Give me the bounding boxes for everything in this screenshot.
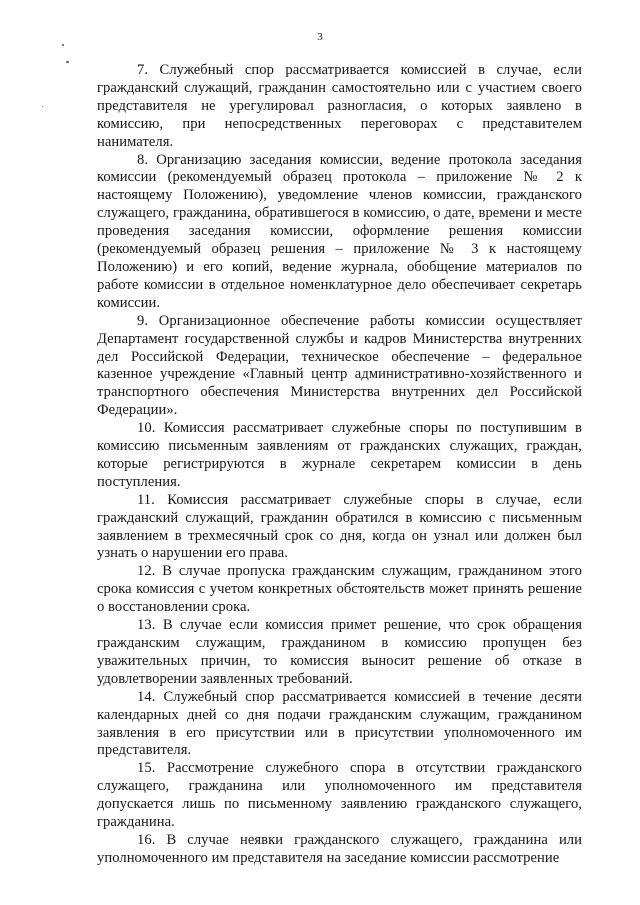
paragraph-15: 15. Рассмотрение служебного спора в отсутствии гражданского служащего, гражданина или уполномоченного им представителя допускается лишь по письменному заявлению гражданского служащего, гражданина. — [97, 760, 582, 831]
scan-speck — [42, 106, 43, 107]
paragraph-7: 7. Служебный спор рассматривается комиссией в случае, если гражданский служащий, гражданин самостоятельно или с участием своего представителя не урегулировал разногласия, о которых заявлено в комиссию, при непосредственных переговорах с представителем нанимателя. — [97, 62, 582, 150]
paragraph-9: 9. Организационное обеспечение работы комиссии осуществляет Департамент государственной службы и кадров Министерства внутренних дел Российской Федерации, техническое обеспечение – федеральное казенное учреждение «Главный центр административно-хозяйственного и транспортного обеспечения Министерства внутренних дел Российской Федерации». — [97, 312, 582, 419]
paragraph-8: 8. Организацию заседания комиссии, ведение протокола заседания комиссии (рекомендуемый образец протокола – приложение № 2 к настоящему Положению), уведомление членов комиссии, гражданского служащего, гражданина, обратившегося в комиссию, о дате, времени и месте проведения заседания комиссии, оформление решения комиссии (рекомендуемый образец решения – приложение № 3 к настоящему Положению) и его копий, ведение журнала, обобщение материалов по работе комиссии в отдельное номенклатурное дело обеспечивает секретарь комиссии. — [97, 151, 582, 311]
paragraph-10: 10. Комиссия рассматривает служебные споры по поступившим в комиссию письменным заявлениям от гражданских служащих, граждан, которые регистрируются в журнале секретарем комиссии в день поступления. — [97, 420, 582, 490]
scan-speck — [62, 44, 64, 46]
document-body — [97, 62, 582, 868]
page-number: 3 — [317, 31, 323, 43]
paragraph-12: 12. В случае пропуска гражданским служащим, гражданином этого срока комиссия с учетом конкретных обстоятельств может принять решение о восстановлении срока. — [97, 563, 582, 616]
scan-speck — [66, 61, 69, 63]
paragraph-13: 13. В случае если комиссия примет решение, что срок обращения гражданским служащим, гражданином в комиссию пропущен без уважительных причин, то комиссия выносит решение об отказе в удовлетворении заявленных требований. — [97, 617, 582, 687]
paragraph-16: 16. В случае неявки гражданского служащего, гражданина или уполномоченного им представителя на заседание комиссии рассмотрение — [97, 831, 582, 866]
paragraph-14: 14. Служебный спор рассматривается комиссией в течение десяти календарных дней со дня подачи гражданским служащим, гражданином заявления в его присутствии или в присутствии уполномоченного им представителя. — [97, 688, 582, 759]
paragraph-11: 11. Комиссия рассматривает служебные споры в случае, если гражданский служащий, гражданин обратился в комиссию с письменным заявлением в трехмесячный срок со дня, когда он узнал или должен был узнать о нарушении его права. — [97, 491, 582, 562]
